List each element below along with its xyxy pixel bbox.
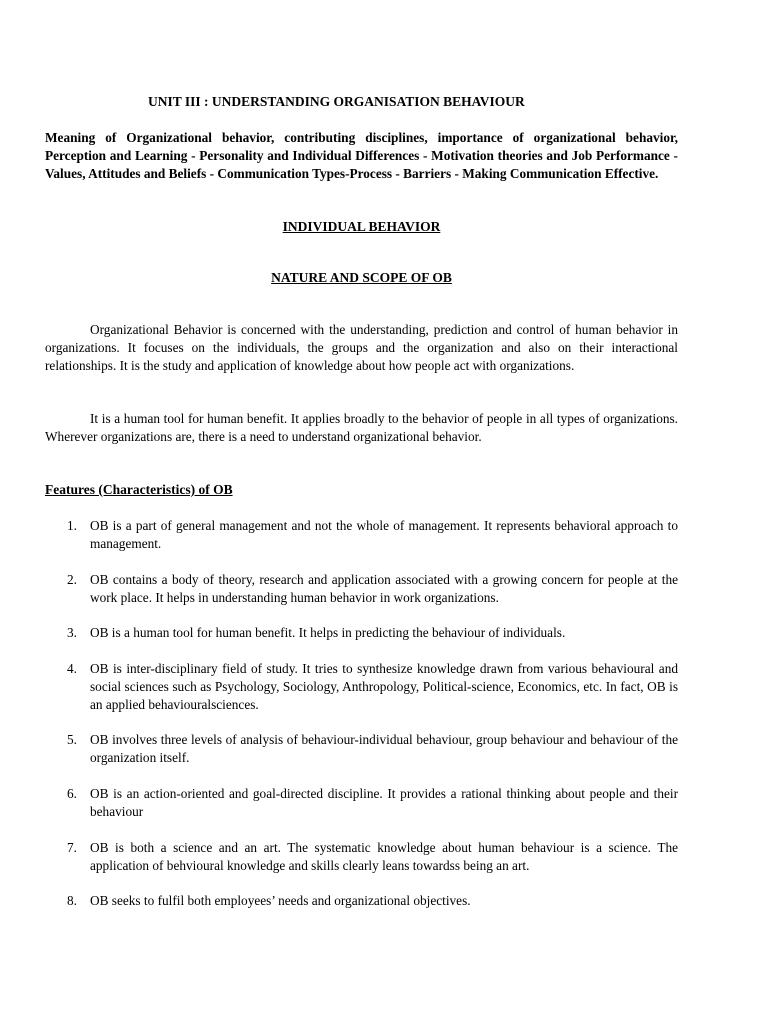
list-item-number: 7.: [67, 840, 77, 855]
intro-paragraph: Organizational Behavior is concerned with the understanding, prediction and control of human behavior in organizations. It focuses on the individuals, the groups and the organization and also on their interactional relationships. It is the study and application of knowledge about how people act with organizations.: [45, 322, 678, 373]
list-item-number: 4.: [67, 661, 77, 676]
list-item-number: 6.: [67, 786, 77, 801]
list-item-text: OB contains a body of theory, research and application associated with a growing concern for people at the work place. It helps in understanding human behavior in work organizations.: [90, 572, 678, 605]
list-item-number: 2.: [67, 572, 77, 587]
list-item-number: 3.: [67, 625, 77, 640]
list-item-text: OB is both a science and an art. The systematic knowledge about human behaviour is a science. The application of behvioural knowledge and skills clearly leans towardss being an art.: [90, 840, 678, 873]
unit-title: UNIT III : UNDERSTANDING ORGANISATION BEHAVIOUR: [148, 94, 525, 109]
list-item-number: 8.: [67, 893, 77, 908]
list-item-text: OB is a part of general management and not the whole of management. It represents behavioral approach to management.: [90, 518, 678, 551]
individual-behavior-heading: INDIVIDUAL BEHAVIOR: [282, 219, 441, 234]
features-heading: Features (Characteristics) of OB: [45, 482, 233, 497]
list-item-text: OB seeks to fulfil both employees’ needs and organizational objectives.: [90, 893, 471, 908]
nature-scope-heading: NATURE AND SCOPE OF OB: [271, 270, 452, 285]
list-item-text: OB is inter-disciplinary field of study. It tries to synthesize knowledge drawn from various behavioural and social sciences such as Psychology, Sociology, Anthropology, Political-science, Economics, etc. In fact, OB is an applied behaviouralsciences.: [90, 661, 678, 712]
list-item-text: OB is a human tool for human benefit. It helps in predicting the behaviour of individuals.: [90, 625, 566, 640]
list-item-text: OB is an action-oriented and goal-directed discipline. It provides a rational thinking about people and their behaviour: [90, 786, 678, 819]
syllabus-summary: Meaning of Organizational behavior, contributing disciplines, importance of organizational behavior, Perception and Learning - Personality and Individual Differences - Motivation theories and Job Performance - Values, Attitudes and Beliefs - Communication Types-Process - Barriers - Making Communication Effective.: [45, 130, 678, 181]
human-tool-paragraph: It is a human tool for human benefit. It applies broadly to the behavior of people in all types of organizations. Wherever organizations are, there is a need to understand organizational behavior.: [45, 411, 678, 444]
list-item-number: 1.: [67, 518, 77, 533]
list-item-text: OB involves three levels of analysis of behaviour-individual behaviour, group behaviour and behaviour of the organization itself.: [90, 732, 678, 765]
list-item-number: 5.: [67, 732, 77, 747]
